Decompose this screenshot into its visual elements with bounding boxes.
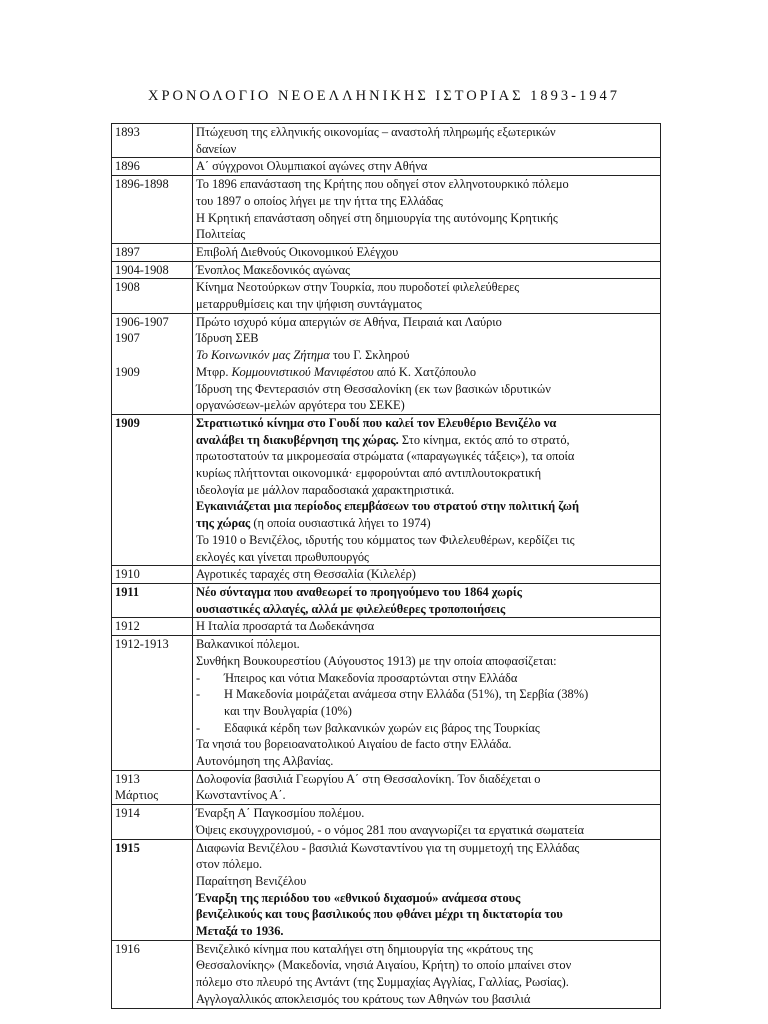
- event-line: [196, 279, 657, 296]
- event-text: στον πόλεμο.: [196, 857, 263, 872]
- year-line: 1909: [115, 415, 140, 430]
- year-line: 1906-1907: [115, 314, 169, 329]
- event-text: Αγγλογαλλικός αποκλεισμός του κράτους των Αθηνών του βασιλιά: [196, 991, 531, 1006]
- event-line: [196, 314, 657, 331]
- event-line: [196, 124, 657, 141]
- event-line: [196, 957, 657, 974]
- event-text: (η οποία ουσιαστικά λήγει το 1974): [250, 516, 431, 531]
- year-cell: [112, 158, 193, 176]
- event-line: [196, 532, 657, 549]
- year-cell: [112, 770, 193, 804]
- bold-text: ουσιαστικές αλλαγές, αλλά με φιλελεύθερες τροποποιήσεις: [196, 601, 506, 616]
- year-line: 1912: [115, 619, 140, 634]
- event-text: Ένοπλος Μακεδονικός αγώνας: [196, 262, 351, 277]
- event-line: [196, 347, 657, 364]
- event-line: [196, 873, 657, 890]
- year-line: 1912-1913: [115, 637, 169, 652]
- event-text: Ίδρυση ΣΕΒ: [196, 331, 259, 346]
- year-cell: [112, 261, 193, 279]
- event-line: [196, 601, 657, 618]
- event-cell: [193, 176, 661, 244]
- event-cell: [193, 313, 661, 414]
- event-text: Κίνημα Νεοτούρκων στην Τουρκία, που πυροδοτεί φιλελεύθερες: [196, 280, 520, 295]
- year-cell: [112, 618, 193, 636]
- event-cell: [193, 839, 661, 940]
- event-line: [196, 210, 657, 227]
- event-line: [196, 176, 657, 193]
- event-cell: [193, 770, 661, 804]
- event-text: Συνθήκη Βουκουρεστίου (Αύγουστος 1913) με την οποία αποφασίζεται:: [196, 653, 557, 668]
- event-line: [196, 941, 657, 958]
- table-row: [112, 566, 661, 584]
- event-line: [196, 364, 657, 381]
- event-text: Το 1896 επανάσταση της Κρήτης που οδηγεί στον ελληνοτουρκικό πόλεμο: [196, 177, 569, 192]
- table-row: [112, 636, 661, 771]
- event-text: Α΄ σύγχρονοι Ολυμπιακοί αγώνες στην Αθήνα: [196, 159, 428, 174]
- table-row: [112, 414, 661, 565]
- year-cell: [112, 313, 193, 414]
- event-line: [196, 415, 657, 432]
- event-line: [196, 771, 657, 788]
- year-line: 1910: [115, 567, 140, 582]
- event-cell: [193, 940, 661, 1008]
- event-text: δανείων: [196, 141, 237, 156]
- year-line: 1909: [115, 364, 140, 379]
- event-text: Τα νησιά του βορειοανατολικού Αιγαίου de facto στην Ελλάδα.: [196, 737, 512, 752]
- list-bullet: -: [196, 720, 201, 735]
- event-line: [196, 822, 657, 839]
- event-text: Το 1910 ο Βενιζέλος, ιδρυτής του κόμματος των Φιλελευθέρων, κερδίζει τις: [196, 532, 575, 547]
- year-line: Μάρτιος: [115, 788, 159, 803]
- year-line: 1896: [115, 159, 140, 174]
- year-cell: [112, 279, 193, 313]
- year-line: 1916: [115, 941, 140, 956]
- event-line: [196, 515, 657, 532]
- event-line: [196, 397, 657, 414]
- event-text: κυρίως πλήττονται οικονομικά· εμφορούνται από αντιπλουτοκρατική: [196, 466, 542, 481]
- year-cell: [112, 805, 193, 839]
- event-line: [196, 566, 657, 583]
- year-line: 1904-1908: [115, 262, 169, 277]
- year-cell: [112, 940, 193, 1008]
- event-text: Η Μακεδονία μοιράζεται ανάμεσα στην Ελλάδα (51%), τη Σερβία (38%): [224, 687, 589, 702]
- event-line: [196, 703, 657, 720]
- year-cell: [112, 566, 193, 584]
- bold-text: Μεταξά το 1936.: [196, 924, 284, 939]
- list-bullet: -: [196, 687, 201, 702]
- table-row: [112, 839, 661, 940]
- event-text: πρωτοστατούν τα μικρομεσαία στρώματα («παραγωγικές τάξεις»), τα οποία: [196, 449, 575, 464]
- year-line: [115, 347, 189, 364]
- event-cell: [193, 618, 661, 636]
- event-line: [196, 636, 657, 653]
- event-cell: [193, 158, 661, 176]
- table-row: [112, 243, 661, 261]
- event-line: [196, 482, 657, 499]
- year-line: 1914: [115, 806, 140, 821]
- event-line: [196, 193, 657, 210]
- event-text: μεταρρυθμίσεις και την ψήφιση συντάγματος: [196, 297, 422, 312]
- event-line: [196, 381, 657, 398]
- event-text: Αγροτικές ταραχές στη Θεσσαλία (Κιλελέρ): [196, 567, 416, 582]
- italic-text: Το Κοινωνικόν μας Ζήτημα: [196, 348, 330, 363]
- event-text: του 1897 ο οποίος λήγει με την ήττα της Ελλάδας: [196, 193, 443, 208]
- table-row: [112, 618, 661, 636]
- event-text: Μτφρ.: [196, 364, 232, 379]
- event-line: [196, 787, 657, 804]
- event-cell: [193, 243, 661, 261]
- event-line: [196, 805, 657, 822]
- event-line: [196, 226, 657, 243]
- event-text: Δολοφονία βασιλιά Γεωργίου Α΄ στη Θεσσαλονίκη. Τον διαδέχεται ο: [196, 771, 541, 786]
- bold-text: Στρατιωτικό κίνημα στο Γουδί που καλεί τον Ελευθέριο Βενιζέλο να: [196, 415, 557, 430]
- year-line: [115, 381, 189, 398]
- year-cell: [112, 583, 193, 617]
- italic-text: Κομμουνιστικού Μανιφέστου: [231, 364, 374, 379]
- year-cell: [112, 636, 193, 771]
- event-text: Η Κρητική επανάσταση οδηγεί στη δημιουργία της αυτόνομης Κρητικής: [196, 210, 558, 225]
- event-text: ιδεολογία με μάλλον παραδοσιακά χαρακτηριστικά.: [196, 482, 455, 497]
- event-text: Διαφωνία Βενιζέλου - βασιλιά Κωνσταντίνου για τη συμμετοχή της Ελλάδας: [196, 840, 580, 855]
- event-text: Όψεις εκσυγχρονισμού, - ο νόμος 281 που αναγνωρίζει τα εργατικά σωματεία: [196, 822, 584, 837]
- table-row: [112, 313, 661, 414]
- event-line: [196, 753, 657, 770]
- event-line: [196, 653, 657, 670]
- bold-text: βενιζελικούς και τους βασιλικούς που φθάνει μέχρι τη δικτατορία του: [196, 907, 563, 922]
- event-text: πόλεμο στο πλευρό της Αντάντ (της Συμμαχίας Αγγλίας, Γαλλίας, Ρωσίας).: [196, 975, 569, 990]
- bold-text: της χώρας: [196, 516, 251, 531]
- year-cell: [112, 414, 193, 565]
- table-row: [112, 770, 661, 804]
- year-line: 1911: [115, 584, 140, 599]
- event-text: και την Βουλγαρία (10%): [224, 703, 352, 718]
- event-text: Ήπειρος και νότια Μακεδονία προσαρτώνται στην Ελλάδα: [224, 670, 518, 685]
- event-text: Παραίτηση Βενιζέλου: [196, 873, 307, 888]
- page-title: ΧΡΟΝΟΛΟΓΙΟ ΝΕΟΕΛΛΗΝΙΚΗΣ ΙΣΤΟΡΙΑΣ 1893-1947: [147, 88, 620, 104]
- event-line: [196, 720, 657, 737]
- event-line: [196, 296, 657, 313]
- event-line: [196, 498, 657, 515]
- event-line: [196, 262, 657, 279]
- list-bullet: -: [196, 670, 201, 685]
- year-cell: [112, 176, 193, 244]
- event-line: [196, 840, 657, 857]
- event-cell: [193, 261, 661, 279]
- event-line: [196, 549, 657, 566]
- year-line: 1893: [115, 125, 140, 139]
- event-text: Αυτονόμηση της Αλβανίας.: [196, 754, 334, 769]
- event-text: Η Ιταλία προσαρτά τα Δωδεκάνησα: [196, 619, 375, 634]
- table-row: [112, 124, 661, 158]
- year-line: 1913: [115, 771, 140, 786]
- event-line: [196, 584, 657, 601]
- event-line: [196, 158, 657, 175]
- table-row: [112, 940, 661, 1008]
- year-line: 1896-1898: [115, 177, 169, 192]
- event-cell: [193, 124, 661, 158]
- table-row: [112, 279, 661, 313]
- event-text: Θεσσαλονίκης» (Μακεδονία, νησιά Αιγαίου, Κρήτη) το οποίο μπαίνει στον: [196, 958, 572, 973]
- year-line: 1907: [115, 331, 140, 346]
- event-line: [196, 856, 657, 873]
- bold-text: αναλάβει τη διακυβέρνηση της χώρας.: [196, 432, 399, 447]
- event-line: [196, 890, 657, 907]
- bold-text: Εγκαινιάζεται μια περίοδος επεμβάσεων του στρατού στην πολιτική ζωή: [196, 499, 580, 514]
- event-text: Πτώχευση της ελληνικής οικονομίας – αναστολή πληρωμής εξωτερικών: [196, 125, 556, 139]
- event-text: εκλογές και γίνεται πρωθυπουργός: [196, 549, 369, 564]
- year-cell: [112, 124, 193, 158]
- event-line: [196, 465, 657, 482]
- table-row: [112, 805, 661, 839]
- event-text: Πρώτο ισχυρό κύμα απεργιών σε Αθήνα, Πειραιά και Λαύριο: [196, 314, 502, 329]
- event-text: Επιβολή Διεθνούς Οικονομικού Ελέγχου: [196, 244, 399, 259]
- event-line: [196, 906, 657, 923]
- event-cell: [193, 583, 661, 617]
- event-text: οργανώσεων-μελών αργότερα του ΣΕΚΕ): [196, 398, 405, 413]
- chronology-table: [111, 123, 661, 1009]
- event-text: Ίδρυση της Φεντερασιόν στη Θεσσαλονίκη (εκ των βασικών ιδρυτικών: [196, 381, 551, 396]
- event-line: [196, 244, 657, 261]
- year-line: 1897: [115, 244, 140, 259]
- event-line: [196, 686, 657, 703]
- event-line: [196, 670, 657, 687]
- table-row: [112, 158, 661, 176]
- event-line: [196, 448, 657, 465]
- event-cell: [193, 636, 661, 771]
- event-text: Κωνσταντίνος Α΄.: [196, 788, 286, 803]
- event-line: [196, 432, 657, 449]
- year-line: 1908: [115, 280, 140, 295]
- event-line: [196, 330, 657, 347]
- event-text: Στο κίνημα, εκτός από το στρατό,: [398, 432, 570, 447]
- event-text: Πολιτείας: [196, 227, 246, 242]
- table-row: [112, 176, 661, 244]
- event-cell: [193, 566, 661, 584]
- event-text: από Κ. Χατζόπουλο: [373, 364, 477, 379]
- event-line: [196, 923, 657, 940]
- event-text: Βαλκανικοί πόλεμοι.: [196, 637, 300, 652]
- event-line: [196, 141, 657, 158]
- bold-text: Νέο σύνταγμα που αναθεωρεί το προηγούμενο του 1864 χωρίς: [196, 584, 522, 599]
- event-line: [196, 991, 657, 1008]
- year-cell: [112, 839, 193, 940]
- event-cell: [193, 279, 661, 313]
- event-line: [196, 736, 657, 753]
- event-text: του Γ. Σκληρού: [329, 348, 410, 363]
- chronology-table-body: [112, 124, 661, 1009]
- event-line: [196, 618, 657, 635]
- event-cell: [193, 414, 661, 565]
- event-cell: [193, 805, 661, 839]
- event-text: Εδαφικά κέρδη των βαλκανικών χωρών εις βάρος της Τουρκίας: [224, 720, 540, 735]
- bold-text: Έναρξη της περιόδου του «εθνικού διχασμού» ανάμεσα στους: [196, 890, 521, 905]
- event-text: Έναρξη Α΄ Παγκοσμίου πολέμου.: [196, 806, 365, 821]
- year-cell: [112, 243, 193, 261]
- event-text: Βενιζελικό κίνημα που καταλήγει στη δημιουργία της «κράτους της: [196, 941, 533, 956]
- event-line: [196, 974, 657, 991]
- table-row: [112, 261, 661, 279]
- table-row: [112, 583, 661, 617]
- year-line: 1915: [115, 840, 140, 855]
